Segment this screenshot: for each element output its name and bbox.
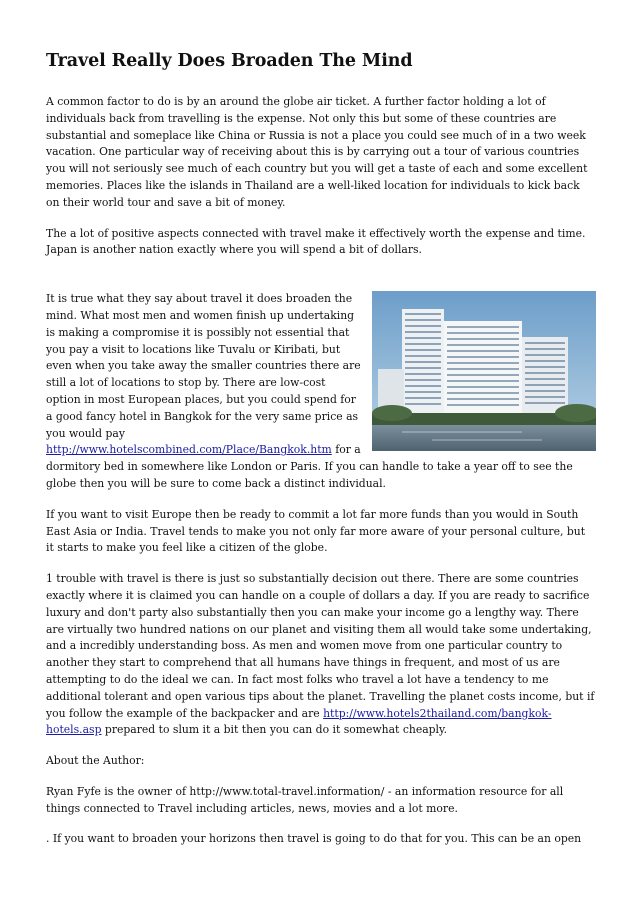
paragraph-8: . If you want to broaden your horizons then travel is going to do that for you. This can be an open [46, 832, 582, 846]
document-page [46, 50, 596, 862]
paragraph-2: The a lot of positive aspects connected with travel make it effectively worth the expense and time. Japan is another nation exactly where you will spend a bit of dollars. [46, 226, 586, 257]
paragraph-5-text: 1 trouble with travel is there is just so substantially decision out there. There are some countries exactly where it is claimed you can handle on a couple of dollars a day. If you are ready to sacrifice luxury and don't party also substantially then you can make your income go a lengthy way. There are virtually two hundred nations on our planet and visiting them all would take some undertaking, and a incredibly understanding boss. As men and women move from one particular country to another they start to comprehend that all humans have things in frequent, and most of us are attempting to do the ideal we can. In fact most folks who travel a lot have a tendency to me additional tolerant and open various tips about the planet. Travelling the planet costs income, but if you follow the example of the backpacker and are [46, 572, 595, 720]
hotelscombined-bangkok-link[interactable]: http://www.hotelscombined.com/Place/Bangkok.htm [46, 443, 332, 457]
paragraph-5-text-end: prepared to slum it a bit then you can do it somewhat cheaply. [101, 723, 448, 737]
paragraph-3-text: It is true what they say about travel it does broaden the mind. What most men and women finish up undertaking is making a compromise it is possibly not essential that you pay a visit to locations like Tuvalu or Kiribati, but even when you take away the smaller countries there are still a lot of locations to stop by. There are low-cost option in most European places, but you could spend for a good fancy hotel in Bangkok for the very same price as you would pay [46, 292, 361, 440]
paragraph-1: A common factor to do is by an around the globe air ticket. A further factor holding a lot of individuals back from travelling is the expense. Not only this but some of these countries are substantial and someplace like China or Russia is not a place you could see much of in a two week vacation. One particular way of receiving about this is by carrying out a tour of various countries you will not seriously see much of each country but you will get a taste of each and some excellent memories. Places like the islands in Thailand are a well-liked location for individuals to kick back on their world tour and save a bit of money. [46, 95, 588, 209]
about-author-heading: About the Author: [46, 754, 145, 768]
paragraph-5 [46, 571, 596, 739]
hotels2thailand-bangkok-link[interactable]: http://www.hotels2thailand.com/bangkok-hotels.asp [46, 706, 552, 737]
hotel-photo [372, 291, 596, 451]
author-bio: Ryan Fyfe is the owner of http://www.total-travel.information/ - an information resource for all things connected to Travel including articles, news, movies and a lot more. [46, 784, 564, 815]
paragraph-3-text-end: for a dormitory bed in somewhere like London or Paris. If you can handle to take a year off to see the globe then you will be sure to come back a distinct individual. [46, 443, 573, 490]
paragraph-4: If you want to visit Europe then be ready to commit a lot far more funds than you would in South East Asia or India. Travel tends to make you not only far more aware of your personal culture, but it starts to make you feel like a citizen of the globe. [46, 507, 586, 555]
page-title: Travel Really Does Broaden The Mind [46, 51, 413, 71]
hotel-building-image [372, 291, 596, 451]
spacer [46, 273, 596, 291]
